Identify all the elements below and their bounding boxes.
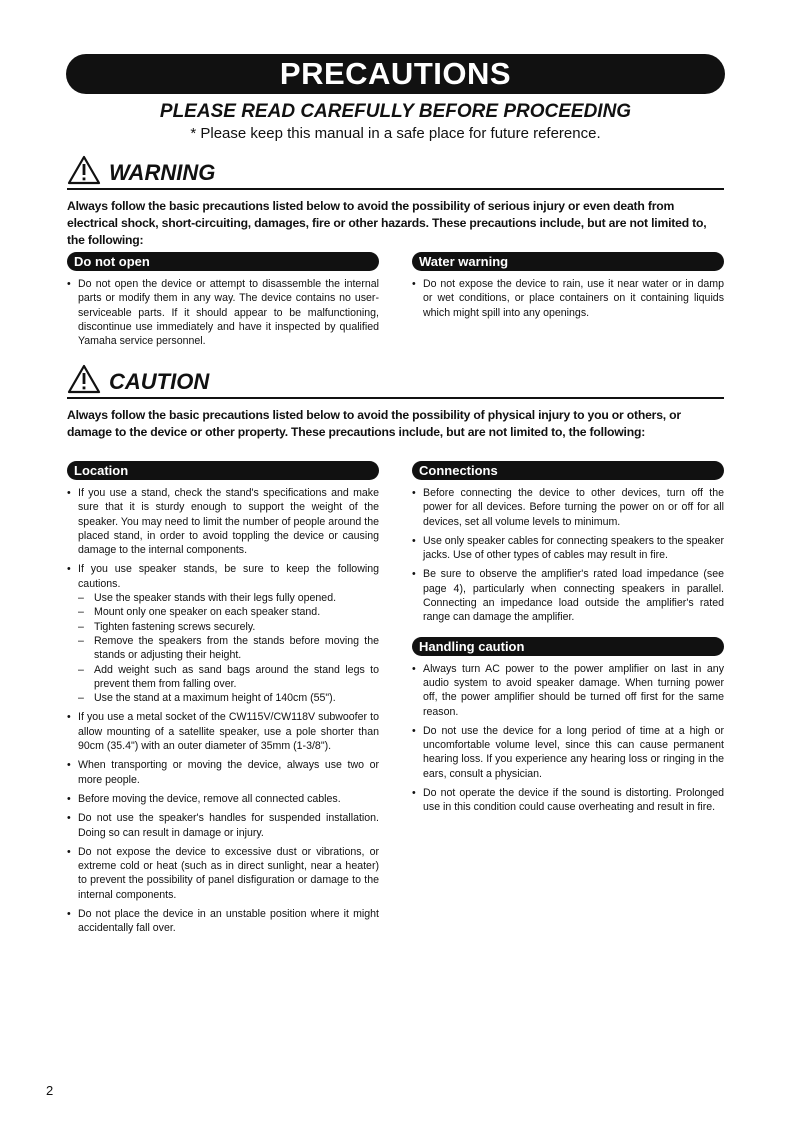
sub-list-item: – Use the speaker stands with their legs fully opened.: [78, 591, 379, 605]
list-item: • Do not use the speaker's handles for suspended installation. Doing so can result in damage or injury.: [67, 811, 379, 840]
sub-list-item: – Mount only one speaker on each speaker stand.: [78, 605, 379, 619]
list-item: • When transporting or moving the device, always use two or more people.: [67, 758, 379, 787]
page-title: PRECAUTIONS: [279, 56, 512, 91]
connections-label: Connections: [412, 461, 724, 480]
caution-intro: Always follow the basic precautions listed below to avoid the possibility of physical injury to you or others, or damage to the device or other property. These precautions include, but are not limited to, the following:: [67, 408, 681, 439]
do-not-open-label: Do not open: [67, 252, 379, 271]
handling-caution-section: [412, 637, 724, 815]
list-item: • Before moving the device, remove all connected cables.: [67, 792, 379, 806]
caution-title: CAUTION: [109, 369, 210, 394]
warning-triangle-icon: [67, 155, 101, 185]
caution-heading: [67, 364, 724, 399]
list-item: • Do not place the device in an unstable position where it might accidentally fall over.: [67, 907, 379, 936]
keep-manual-note: * Please keep this manual in a safe place for future reference.: [190, 125, 601, 142]
list-item: [67, 562, 379, 705]
sub-list-item: – Use the stand at a maximum height of 140cm (55").: [78, 691, 379, 705]
list-item: • Be sure to observe the amplifier's rated load impedance (see page 4), particularly when connecting speakers in parallel. Connecting an impedance load outside the amplifier's rated range can damage the amplifier.: [412, 567, 724, 624]
warning-triangle-icon: [67, 364, 101, 394]
list-item: • Do not expose the device to excessive dust or vibrations, or extreme cold or heat (such as in direct sunlight, near a heater) to prevent the possibility of panel disfiguration or damage to the internal components.: [67, 845, 379, 902]
sub-list-item: – Add weight such as sand bags around the stand legs to prevent them from falling over.: [78, 663, 379, 692]
warning-heading: [67, 155, 724, 190]
location-section: [67, 461, 379, 941]
title-bar: [66, 54, 725, 94]
water-warning-label: Water warning: [412, 252, 724, 271]
list-item: • If you use a stand, check the stand's specifications and make sure that it is sturdy enough to support the weight of the speaker. You may need to limit the number of people around the placed stand, in order to avoid toppling the device or causing damage to the internal components.: [67, 486, 379, 557]
sub-list-item: – Remove the speakers from the stands before moving the stands or adjusting their height.: [78, 634, 379, 663]
water-warning-section: [412, 252, 724, 325]
warning-title: WARNING: [109, 160, 216, 185]
list-item: • Do not operate the device if the sound is distorting. Prolonged use in this condition could cause overheating and result in fire.: [412, 786, 724, 815]
list-item-text: If you use speaker stands, be sure to keep the following cautions.: [78, 563, 379, 590]
do-not-open-section: [67, 252, 379, 353]
subtitle: PLEASE READ CAREFULLY BEFORE PROCEEDING: [159, 101, 632, 122]
page-number: 2: [46, 1083, 54, 1098]
handling-caution-label: Handling caution: [412, 637, 724, 656]
list-item: • Always turn AC power to the power amplifier on last in any audio system to avoid speaker damage. When turning power off, the power amplifier should be turned off first for the same reason.: [412, 662, 724, 719]
list-item: • Do not use the device for a long period of time at a high or uncomfortable volume level, since this can cause permanent hearing loss. If you experience any hearing loss or ringing in the ears, consult a physician.: [412, 724, 724, 781]
list-item: • Use only speaker cables for connecting speakers to the speaker jacks. Use of other types of cables may result in fire.: [412, 534, 724, 563]
sub-list: [78, 591, 379, 705]
list-item: • Do not expose the device to rain, use it near water or in damp or wet conditions, or place containers on it containing liquids which might spill into any openings.: [412, 277, 724, 320]
connections-section: [412, 461, 724, 820]
list-item: • Before connecting the device to other devices, turn off the power for all devices. Before turning the power on or off for all devices, set all volume levels to minimum.: [412, 486, 724, 529]
warning-intro: Always follow the basic precautions listed below to avoid the possibility of serious injury or even death from electrical shock, short-circuiting, damages, fire or other hazards. These precautions include, but are not limited to, the following:: [67, 199, 707, 247]
list-item: • Do not open the device or attempt to disassemble the internal parts or modify them in any way. The device contains no user-serviceable parts. If it should appear to be malfunctioning, discontinue use immediately and have it inspected by qualified Yamaha service personnel.: [67, 277, 379, 348]
location-label: Location: [67, 461, 379, 480]
list-item: • If you use a metal socket of the CW115V/CW118V subwoofer to allow mounting of a satellite speaker, use a pole shorter than 90cm (35.4") with an outer diameter of 35mm (1-3/8").: [67, 710, 379, 753]
sub-list-item: – Tighten fastening screws securely.: [78, 620, 379, 634]
